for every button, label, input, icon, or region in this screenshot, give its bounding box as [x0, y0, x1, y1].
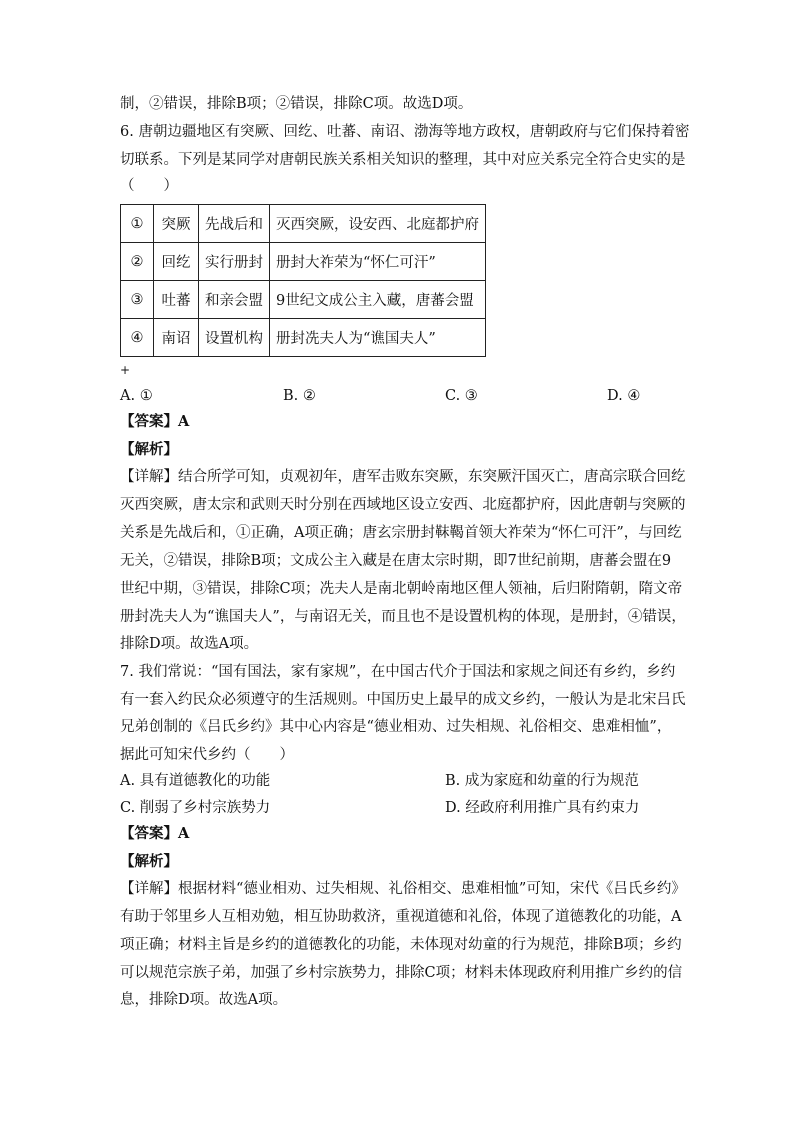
table-cell: 册封大祚荣为“怀仁可汗”: [270, 243, 486, 281]
table-cell: 册封冼夫人为“谯国夫人”: [270, 319, 486, 357]
question-7-stem-line: 有一套入约民众必须遵守的生活规则。中国历史上最早的成文乡约，一般认为是北宋吕氏: [120, 692, 686, 708]
table-cell: ③: [121, 281, 154, 319]
analysis-line: 项正确；材料主旨是乡约的道德教化的功能，未体现对幼童的行为规范，排除B项；乡约: [120, 937, 682, 953]
table-cell: 实行册封: [199, 243, 270, 281]
table-cell: 突厥: [154, 205, 199, 243]
table-cell: 先战后和: [199, 205, 270, 243]
option-c: C. ③: [445, 388, 478, 404]
table-row: [121, 243, 486, 281]
analysis-line: 【详解】根据材料“德业相劝、过失相规、礼俗相交、患难相恤”可知，宋代《吕氏乡约》: [120, 881, 686, 897]
analysis-line: 无关，②错误，排除B项；文成公主入藏是在唐太宗时期，即7世纪前期，唐蕃会盟在9: [120, 553, 672, 569]
question-6-stem-line: 切联系。下列是某同学对唐朝民族关系相关知识的整理，其中对应关系完全符合史实的是: [120, 152, 686, 168]
table-cell: 和亲会盟: [199, 281, 270, 319]
analysis-line: 世纪中期，③错误，排除C项；冼夫人是南北朝岭南地区俚人领袖，后归附隋朝，隋文帝: [120, 581, 683, 597]
question-6-stem-line: 6. 唐朝边疆地区有突厥、回纥、吐蕃、南诏、渤海等地方政权，唐朝政府与它们保持着密: [120, 124, 690, 140]
question-7-stem-line: 7. 我们常说：“国有国法，家有家规”，在中国古代介于国法和家规之间还有乡约，乡约: [120, 664, 676, 680]
table-row: [121, 281, 486, 319]
plus-mark: +: [120, 363, 131, 377]
option-a: A. ①: [120, 388, 153, 404]
analysis-heading: 【解析】: [120, 441, 178, 458]
option-d: D. 经政府利用推广具有约束力: [445, 800, 640, 816]
table-cell: 回纥: [154, 243, 199, 281]
analysis-heading: 【解析】: [120, 853, 178, 870]
option-d: D. ④: [607, 388, 641, 404]
relations-table: [120, 204, 486, 357]
analysis-line: 排除D项。故选A项。: [120, 636, 259, 652]
table-row: [121, 319, 486, 357]
analysis-line: 关系是先战后和，①正确，A项正确；唐玄宗册封靺鞨首领大祚荣为“怀仁可汗”，与回纥: [120, 525, 682, 541]
option-b: B. ②: [283, 388, 316, 404]
answer-label: 【答案】A: [120, 413, 190, 430]
analysis-line: 册封冼夫人为“谯国夫人”，与南诏无关，而且也不是设置机构的体现，是册封，④错误，: [120, 609, 686, 625]
table-cell: 灭西突厥，设安西、北庭都护府: [270, 205, 486, 243]
table-cell: 设置机构: [199, 319, 270, 357]
answer-blank: （ ）: [120, 178, 178, 194]
table-cell: 9世纪文成公主入藏，唐蕃会盟: [270, 281, 486, 319]
option-a: A. 具有道德教化的功能: [120, 773, 271, 789]
analysis-line: 【详解】结合所学可知，贞观初年，唐军击败东突厥，东突厥汗国灭亡，唐高宗联合回纥: [120, 469, 686, 485]
table-cell: ④: [121, 319, 154, 357]
analysis-line: 息，排除D项。故选A项。: [120, 992, 288, 1008]
text-line: 制，②错误，排除B项；②错误，排除C项。故选D项。: [120, 96, 473, 112]
table-cell: ①: [121, 205, 154, 243]
option-b: B. 成为家庭和幼童的行为规范: [445, 773, 639, 789]
analysis-line: 灭西突厥，唐太宗和武则天时分别在西域地区设立安西、北庭都护府，因此唐朝与突厥的: [120, 497, 686, 513]
question-7-stem-line: 据此可知宋代乡约（ ）: [120, 747, 294, 763]
table-cell: 吐蕃: [154, 281, 199, 319]
analysis-line: 可以规范宗族子弟，加强了乡村宗族势力，排除C项；材料未体现政府利用推广乡约的信: [120, 965, 683, 981]
table-cell: ②: [121, 243, 154, 281]
table-row: [121, 205, 486, 243]
table-cell: 南诏: [154, 319, 199, 357]
analysis-line: 有助于邻里乡人互相劝勉，相互协助救济，重视道德和礼俗，体现了道德教化的功能，A: [120, 909, 682, 925]
question-7-stem-line: 兄弟创制的《吕氏乡约》其中心内容是“德业相劝、过失相规、礼俗相交、患难相恤”，: [120, 719, 672, 735]
option-c: C. 削弱了乡村宗族势力: [120, 800, 271, 816]
answer-label: 【答案】A: [120, 825, 190, 842]
